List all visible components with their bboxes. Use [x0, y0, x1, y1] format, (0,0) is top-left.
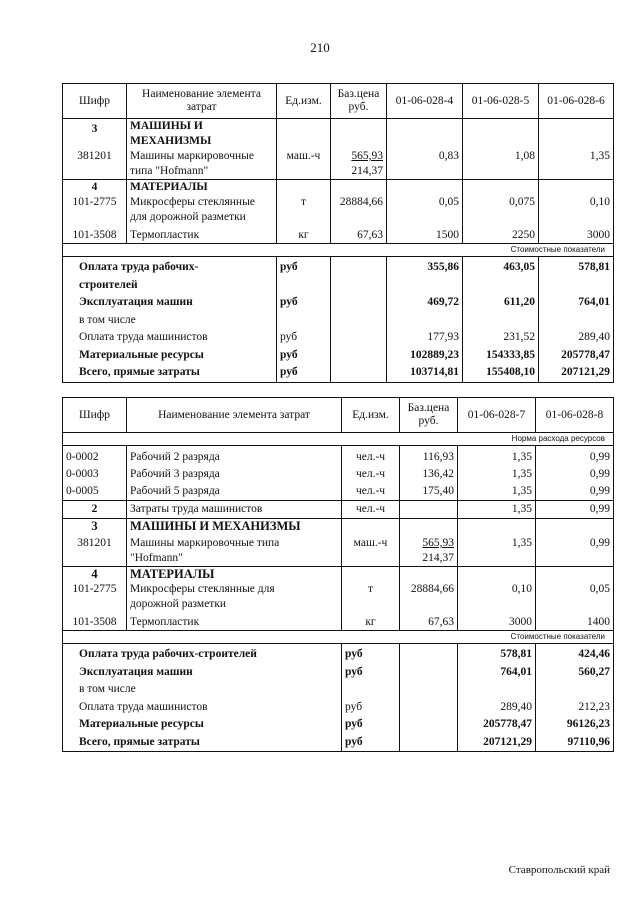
- summary-value: 207121,29: [539, 364, 614, 382]
- summary-value: 469,72: [387, 294, 463, 312]
- header-name: Наименование элемента затрат: [127, 398, 342, 433]
- summary-row: [63, 364, 614, 382]
- section-number: 3: [63, 119, 127, 150]
- cost-caption: Стоимостные показатели: [63, 631, 614, 644]
- header-col: 01-06-028-7: [458, 398, 536, 433]
- header-col: 01-06-028-4: [387, 84, 463, 119]
- summary-value: 207121,29: [458, 734, 536, 752]
- summary-label: Оплата труда рабочих- строителей: [63, 257, 277, 295]
- row-value: 0,83: [387, 149, 463, 180]
- summary-row: [63, 257, 614, 295]
- caption-row: [63, 631, 614, 644]
- summary-unit: руб: [277, 364, 331, 382]
- summary-label: Эксплуатация машин: [63, 294, 277, 312]
- section-number: 3: [63, 519, 127, 535]
- row-code: 381201: [63, 534, 127, 567]
- table-row: [63, 149, 614, 180]
- summary-label: Всего, прямые затраты: [63, 734, 342, 752]
- header-price: Баз.цена руб.: [400, 398, 458, 433]
- row-unit: чел.-ч: [342, 483, 400, 501]
- region-footer: Ставропольский край: [508, 864, 610, 876]
- table-header: [63, 84, 614, 119]
- row-price: 28884,66: [400, 582, 458, 612]
- row-price: 116,93: [400, 446, 458, 467]
- header-name: Наименование элемента затрат: [127, 84, 277, 119]
- summary-value: 578,81: [458, 644, 536, 664]
- summary-value: 154333,85: [463, 347, 539, 365]
- summary-label: Материальные ресурсы: [63, 716, 342, 734]
- row-value: 1,08: [463, 149, 539, 180]
- summary-row: [63, 294, 614, 312]
- row-value: 1,35: [458, 534, 536, 567]
- row-value: 0,99: [536, 534, 614, 567]
- section-materials: [63, 567, 614, 583]
- table-row: [63, 466, 614, 483]
- resource-table-1: [62, 83, 614, 383]
- row-name: Машины маркировочные типа "Hofmann": [127, 149, 277, 180]
- row-unit: кг: [277, 225, 331, 244]
- row-unit: чел.-ч: [342, 501, 400, 519]
- header-price: Баз.цена руб.: [331, 84, 387, 119]
- row-unit: т: [342, 582, 400, 612]
- section-title: МАТЕРИАЛЫ: [127, 180, 277, 196]
- row-code: 0-0005: [63, 483, 127, 501]
- row-name: Рабочий 2 разряда: [127, 446, 342, 467]
- row-code: 101-3508: [63, 225, 127, 244]
- header-col: 01-06-028-6: [539, 84, 614, 119]
- row-code: 101-3508: [63, 612, 127, 631]
- row-value: 1500: [387, 225, 463, 244]
- table-row: [63, 534, 614, 567]
- summary-value: 611,20: [463, 294, 539, 312]
- table-row: [63, 612, 614, 631]
- header-col: 01-06-028-5: [463, 84, 539, 119]
- summary-row: [63, 699, 614, 717]
- section-machines: [63, 119, 614, 150]
- summary-unit: руб: [342, 664, 400, 682]
- row-name: Затраты труда машинистов: [127, 501, 342, 519]
- page-number: 210: [310, 40, 330, 55]
- summary-label: в том числе: [63, 312, 277, 330]
- caption-row: [63, 244, 614, 257]
- table-row: [63, 446, 614, 467]
- caption-row: [63, 433, 614, 446]
- row-value: 1,35: [458, 466, 536, 483]
- summary-value: 103714,81: [387, 364, 463, 382]
- row-name: Термопластик: [127, 225, 277, 244]
- row-price: 67,63: [400, 612, 458, 631]
- summary-row: [63, 329, 614, 347]
- row-name: Микросферы стеклянные для дорожной разметки: [127, 195, 277, 225]
- summary-value: 205778,47: [458, 716, 536, 734]
- row-value: 0,075: [463, 195, 539, 225]
- section-machines: [63, 519, 614, 535]
- summary-value: 102889,23: [387, 347, 463, 365]
- summary-value: 764,01: [539, 294, 614, 312]
- row-value: 0,05: [387, 195, 463, 225]
- section-number: 4: [63, 567, 127, 583]
- table-header: [63, 398, 614, 433]
- summary-row: [63, 644, 614, 664]
- summary-unit: руб: [277, 329, 331, 347]
- row-value: 0,99: [536, 501, 614, 519]
- row-code: 101-2775: [63, 582, 127, 612]
- row-name: Микросферы стеклянные для дорожной разметки: [127, 582, 342, 612]
- summary-row: [63, 734, 614, 752]
- row-value: 0,05: [536, 582, 614, 612]
- row-price: 67,63: [331, 225, 387, 244]
- row-code: 101-2775: [63, 195, 127, 225]
- section-title: МАТЕРИАЛЫ: [127, 567, 342, 583]
- summary-label: Эксплуатация машин: [63, 664, 342, 682]
- header-unit: Ед.изм.: [342, 398, 400, 433]
- header-code: Шифр: [63, 398, 127, 433]
- summary-value: 289,40: [539, 329, 614, 347]
- row-value: 0,99: [536, 446, 614, 467]
- row-value: 1,35: [458, 501, 536, 519]
- section-materials: [63, 180, 614, 196]
- summary-unit: руб: [342, 644, 400, 664]
- summary-value: 155408,10: [463, 364, 539, 382]
- row-value: 1,35: [458, 483, 536, 501]
- row-code: 2: [63, 501, 127, 519]
- section-title: МАШИНЫ И МЕХАНИЗМЫ: [127, 119, 277, 150]
- summary-value: 177,93: [387, 329, 463, 347]
- row-value: 3000: [458, 612, 536, 631]
- summary-row: [63, 681, 614, 699]
- summary-value: 463,05: [463, 257, 539, 295]
- summary-unit: руб: [277, 257, 331, 295]
- row-value: 0,10: [539, 195, 614, 225]
- row-value: 1400: [536, 612, 614, 631]
- summary-unit: руб: [342, 716, 400, 734]
- row-unit: кг: [342, 612, 400, 631]
- norm-caption: Норма расхода ресурсов: [63, 433, 614, 446]
- summary-row: [63, 347, 614, 365]
- header-code: Шифр: [63, 84, 127, 119]
- row-price: 136,42: [400, 466, 458, 483]
- table-row: [63, 225, 614, 244]
- row-value: 0,10: [458, 582, 536, 612]
- row-name: Машины маркировочные типа "Hofmann": [127, 534, 342, 567]
- summary-value: 424,46: [536, 644, 614, 664]
- summary-value: 96126,23: [536, 716, 614, 734]
- row-unit: чел.-ч: [342, 466, 400, 483]
- summary-unit: руб: [277, 347, 331, 365]
- header-col: 01-06-028-8: [536, 398, 614, 433]
- summary-unit: руб: [342, 734, 400, 752]
- row-unit: чел.-ч: [342, 446, 400, 467]
- summary-value: 560,27: [536, 664, 614, 682]
- summary-label: Оплата труда машинистов: [63, 329, 277, 347]
- row-name: Рабочий 5 разряда: [127, 483, 342, 501]
- row-unit: маш.-ч: [277, 149, 331, 180]
- row-code: 381201: [63, 149, 127, 180]
- table-row: [63, 195, 614, 225]
- row-value: 3000: [539, 225, 614, 244]
- summary-row: [63, 716, 614, 734]
- table-row: [63, 582, 614, 612]
- summary-unit: руб: [277, 294, 331, 312]
- summary-value: 212,23: [536, 699, 614, 717]
- row-price: 565,93 214,37: [400, 534, 458, 567]
- row-value: 1,35: [458, 446, 536, 467]
- summary-label: Всего, прямые затраты: [63, 364, 277, 382]
- section-number: 4: [63, 180, 127, 196]
- row-code: 0-0003: [63, 466, 127, 483]
- row-price: 28884,66: [331, 195, 387, 225]
- row-value: 0,99: [536, 466, 614, 483]
- summary-value: 97110,96: [536, 734, 614, 752]
- row-value: 0,99: [536, 483, 614, 501]
- summary-value: 205778,47: [539, 347, 614, 365]
- row-value: 1,35: [539, 149, 614, 180]
- summary-value: 289,40: [458, 699, 536, 717]
- row-value: 2250: [463, 225, 539, 244]
- row-name: Термопластик: [127, 612, 342, 631]
- summary-row: [63, 312, 614, 330]
- section-title: МАШИНЫ И МЕХАНИЗМЫ: [127, 519, 342, 535]
- table-row: [63, 501, 614, 519]
- row-code: 0-0002: [63, 446, 127, 467]
- summary-label: Оплата труда машинистов: [63, 699, 342, 717]
- summary-unit: руб: [342, 699, 400, 717]
- resource-table-2: [62, 397, 614, 752]
- row-unit: маш.-ч: [342, 534, 400, 567]
- summary-label: Оплата труда рабочих-строителей: [63, 644, 342, 664]
- summary-value: 764,01: [458, 664, 536, 682]
- summary-label: в том числе: [63, 681, 342, 699]
- summary-value: 355,86: [387, 257, 463, 295]
- row-price: 565,93 214,37: [331, 149, 387, 180]
- header-unit: Ед.изм.: [277, 84, 331, 119]
- table-row: [63, 483, 614, 501]
- cost-caption: Стоимостные показатели: [63, 244, 614, 257]
- row-price: 175,40: [400, 483, 458, 501]
- row-name: Рабочий 3 разряда: [127, 466, 342, 483]
- summary-label: Материальные ресурсы: [63, 347, 277, 365]
- row-unit: т: [277, 195, 331, 225]
- summary-row: [63, 664, 614, 682]
- summary-value: 578,81: [539, 257, 614, 295]
- summary-value: 231,52: [463, 329, 539, 347]
